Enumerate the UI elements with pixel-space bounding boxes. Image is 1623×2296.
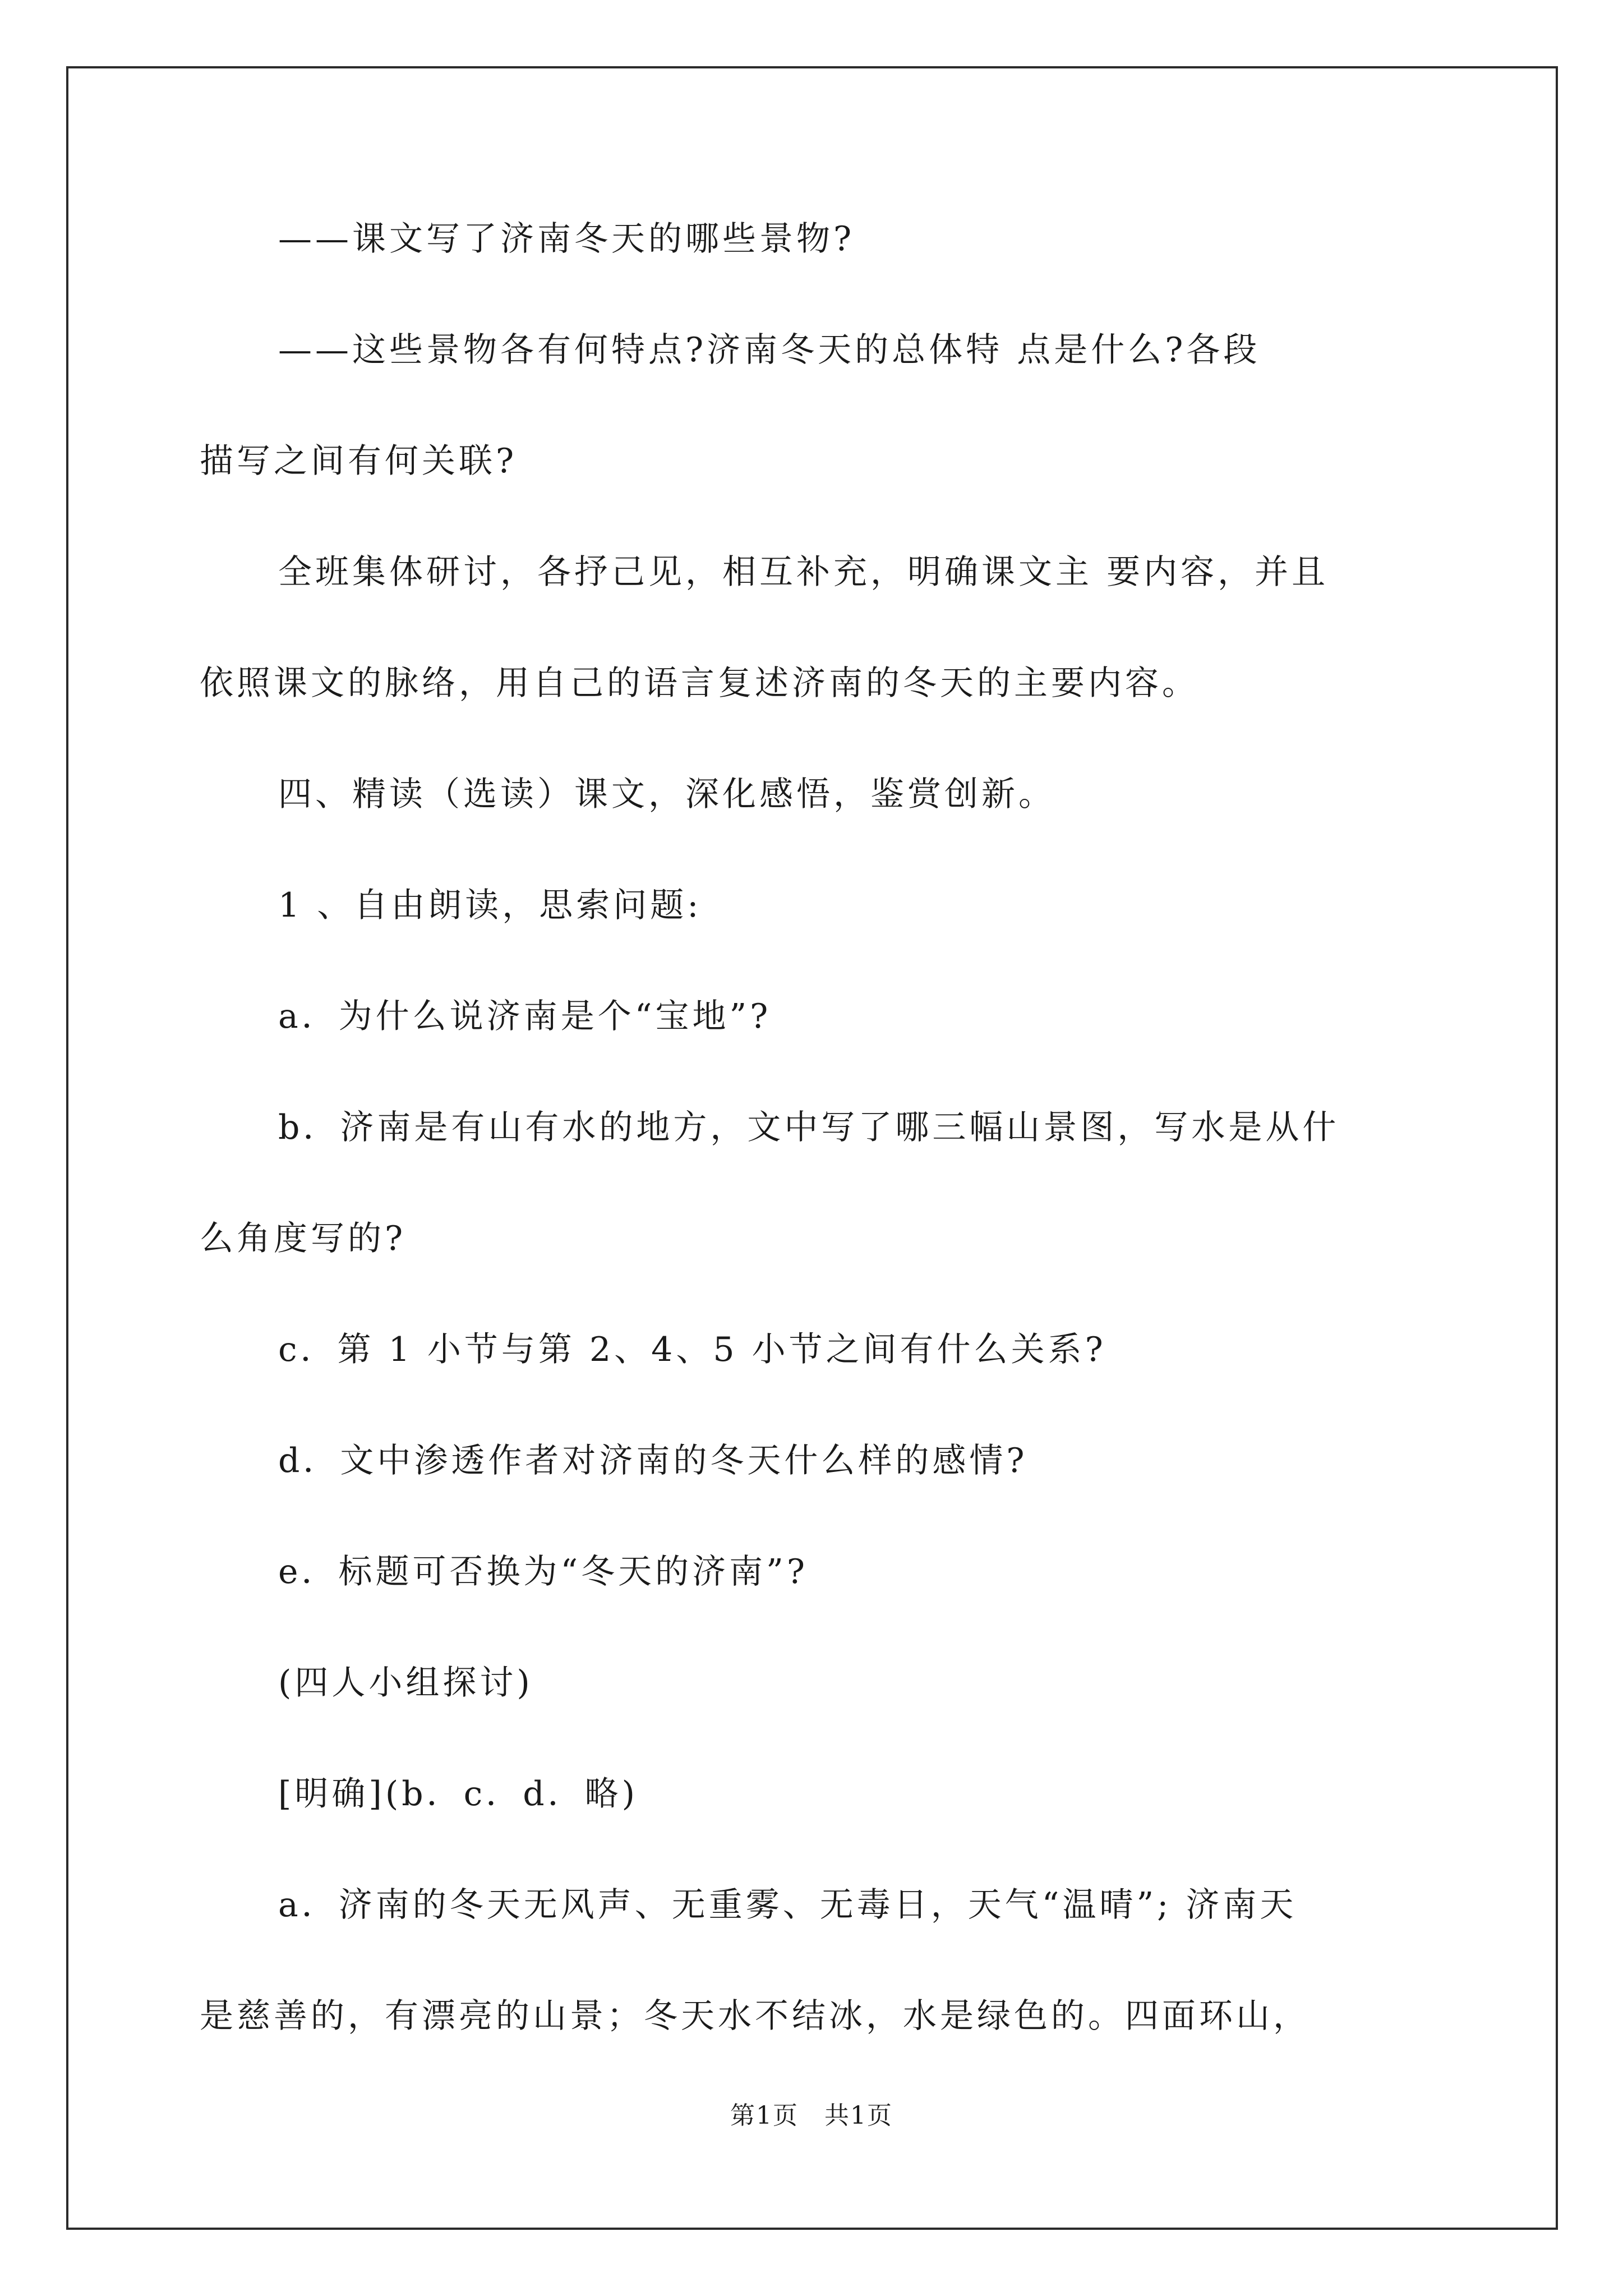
text-line-2: ——这些景物各有何特点?济南冬天的总体特 点是什么?各段 — [278, 330, 1261, 370]
text-line-10: 么角度写的? — [200, 1219, 407, 1258]
text-line-9: b．济南是有山有水的地方，文中写了哪三幅山景图，写水是从什 — [278, 1108, 1340, 1147]
text-line-3: 描写之间有何关联? — [200, 441, 518, 481]
text-line-5: 依照课文的脉络，用自己的语言复述济南的冬天的主要内容。 — [200, 664, 1199, 703]
text-line-11: c．第 1 小节与第 2、4、5 小节之间有什么关系? — [278, 1330, 1106, 1369]
text-line-13: e．标题可否换为“冬天的济南”? — [278, 1552, 809, 1591]
text-line-4: 全班集体研讨，各抒己见，相互补充，明确课文主 要内容，并且 — [278, 553, 1329, 592]
text-line-14: (四人小组探讨) — [278, 1663, 533, 1703]
text-line-8: a．为什么说济南是个“宝地”? — [278, 997, 772, 1036]
text-line-16: a．济南的冬天无风声、无重雾、无毒日，天气“温晴”; 济南天 — [278, 1885, 1297, 1925]
text-line-12: d．文中渗透作者对济南的冬天什么样的感情? — [278, 1441, 1028, 1480]
text-line-7: 1 、自由朗读，思索问题: — [278, 886, 702, 925]
text-line-6: 四、精读（选读）课文，深化感悟，鉴赏创新。 — [278, 775, 1055, 814]
text-line-1: ——课文写了济南冬天的哪些景物? — [278, 219, 855, 259]
text-line-17: 是慈善的，有漂亮的山景；冬天水不结冰，水是绿色的。四面环山， — [200, 1996, 1310, 2036]
text-line-15: [明确](b．c．d．略) — [278, 1774, 639, 1814]
page-footer: 第1页 共1页 — [730, 2101, 893, 2130]
